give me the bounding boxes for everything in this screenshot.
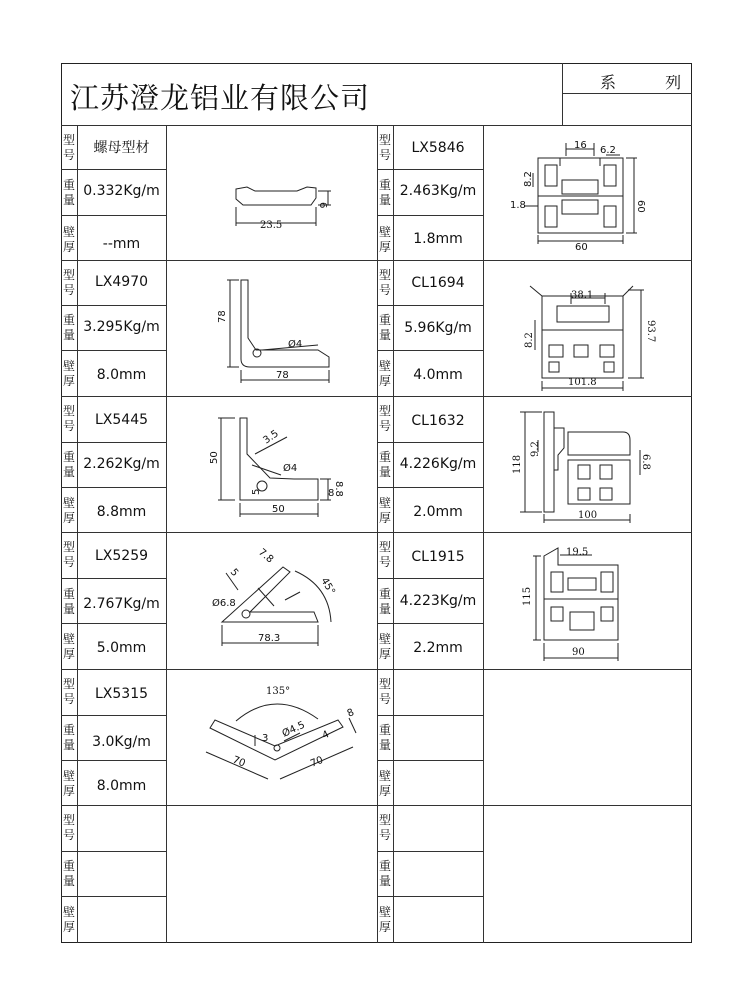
series-label: 系 列: [600, 73, 704, 92]
model-value: CL1632: [411, 413, 465, 429]
label-weight: 重量: [378, 313, 391, 342]
lx5315-lip-dim: 4: [320, 729, 332, 742]
thickness-value: 5.0mm: [96, 640, 147, 656]
lx5315-right-leg-dim: 70: [309, 754, 325, 770]
label-thickness: 壁厚: [378, 496, 391, 525]
label-model: 型号: [378, 540, 391, 569]
thickness-value: 8.8mm: [96, 504, 147, 520]
weight-value: 3.0Kg/m: [92, 734, 151, 750]
cl1694-height-dim: 93.7: [645, 320, 656, 343]
nut-width-dim: 23.5: [260, 220, 283, 231]
label-model: 型号: [62, 677, 75, 706]
thickness-value: 1.8mm: [413, 231, 463, 247]
label-weight: 重量: [62, 450, 75, 479]
model-value: CL1694: [411, 275, 465, 291]
label-weight: 重量: [62, 178, 75, 207]
lx5846-height-dim: 60: [635, 200, 646, 213]
lx5445-thick-dim: 8.8: [333, 481, 344, 497]
cl1694-top-dim: 38.1: [571, 290, 594, 301]
cl1632-side-dim: 9.2: [530, 441, 541, 457]
weight-value: 2.767Kg/m: [83, 596, 160, 612]
lx5445-slot-dim: 5: [251, 488, 262, 495]
cl1915-profile-drawing: [533, 548, 618, 661]
label-model: 型号: [378, 133, 391, 162]
lx5259-hole-dim: Ø6.8: [212, 598, 236, 609]
label-thickness: 壁厚: [378, 769, 391, 798]
cl1915-width-dim: 90: [572, 647, 585, 658]
lx5315-left-leg-dim: 70: [230, 754, 247, 770]
nut-height-dim: 6: [317, 202, 328, 209]
lx4970-width-dim: 78: [276, 370, 289, 381]
cl1694-width-dim: 101.8: [568, 377, 597, 388]
label-weight: 重量: [62, 587, 75, 616]
label-thickness: 壁厚: [378, 905, 391, 934]
label-weight: 重量: [378, 587, 391, 616]
lx5315-hole-dim: Ø4.5: [280, 719, 307, 740]
lx5445-height-dim: 50: [209, 451, 220, 464]
label-model: 型号: [62, 268, 75, 297]
lx5445-hole-dim: Ø4: [283, 463, 298, 474]
weight-value: 3.295Kg/m: [83, 319, 160, 335]
label-thickness: 壁厚: [378, 632, 391, 661]
label-model: 型号: [62, 133, 75, 162]
label-model: 型号: [62, 540, 75, 569]
lx5259-angle-dim: 45°: [318, 576, 337, 597]
lx5315-thick-dim: 8: [345, 707, 357, 720]
label-thickness: 壁厚: [62, 225, 75, 254]
label-model: 型号: [62, 404, 75, 433]
lx5445-web-dim: 3.5: [261, 428, 281, 447]
weight-value: 2.463Kg/m: [399, 183, 477, 199]
label-model: 型号: [378, 677, 391, 706]
weight-value: 4.226Kg/m: [399, 456, 477, 472]
cl1915-top-dim: 19.5: [566, 547, 589, 558]
label-model: 型号: [378, 404, 391, 433]
cl1632-profile-drawing: [520, 412, 640, 523]
model-value: LX5315: [94, 686, 149, 702]
weight-value: 2.262Kg/m: [83, 456, 160, 472]
nut-profile-drawing: [236, 187, 331, 226]
thickness-value: 2.2mm: [413, 640, 463, 656]
lx5445-lip-dim: 8: [328, 488, 335, 499]
weight-value: 0.332Kg/m: [83, 183, 160, 199]
model-value: CL1915: [411, 549, 465, 565]
thickness-value: 2.0mm: [413, 504, 463, 520]
label-weight: 重量: [62, 313, 75, 342]
label-thickness: 壁厚: [62, 632, 75, 661]
thickness-value: 8.0mm: [96, 778, 147, 794]
thickness-value: 4.0mm: [413, 367, 463, 383]
cl1694-profile-drawing: [530, 286, 644, 391]
label-thickness: 壁厚: [378, 359, 391, 388]
label-model: 型号: [62, 813, 75, 842]
label-thickness: 壁厚: [62, 905, 75, 934]
lx4970-hole-dim: Ø4: [288, 339, 303, 350]
cl1632-height-dim: 118: [512, 454, 523, 474]
cl1632-slot-dim: 6.8: [640, 454, 651, 470]
lx5259-web-dim: 5: [227, 566, 241, 579]
lx5315-profile-drawing: [206, 704, 356, 779]
cl1694-side-dim: 8.2: [524, 332, 535, 348]
company-title: 江苏澄龙铝业有限公司: [70, 81, 371, 115]
model-value: LX5846: [411, 140, 465, 156]
label-thickness: 壁厚: [378, 225, 391, 254]
lx5315-slot-dim: 3: [262, 733, 269, 744]
cl1915-height-dim: 115: [522, 586, 533, 606]
thickness-value: 8.0mm: [96, 367, 147, 383]
thickness-value: --mm: [102, 236, 141, 252]
lx4970-height-dim: 78: [217, 310, 228, 323]
label-weight: 重量: [62, 723, 75, 752]
label-weight: 重量: [378, 859, 391, 888]
lx4970-profile-drawing: [227, 280, 329, 383]
lx5259-top-dim: 7.8: [256, 546, 276, 566]
lx5259-width-dim: 78.3: [258, 633, 281, 644]
lx5846-slot-dim: 16: [574, 140, 587, 151]
label-weight: 重量: [378, 723, 391, 752]
label-thickness: 壁厚: [62, 496, 75, 525]
label-weight: 重量: [378, 178, 391, 207]
label-thickness: 壁厚: [62, 769, 75, 798]
model-value: 螺母型材: [93, 140, 150, 156]
lx5846-width-dim: 60: [575, 242, 588, 253]
lx5846-wall-dim: 1.8: [510, 200, 526, 211]
model-value: LX5259: [94, 548, 149, 564]
lx5846-lip-dim: 6.2: [600, 145, 616, 156]
weight-value: 5.96Kg/m: [404, 320, 472, 336]
lx5846-profile-drawing: [524, 143, 637, 244]
label-model: 型号: [378, 813, 391, 842]
label-weight: 重量: [62, 859, 75, 888]
model-value: LX5445: [94, 412, 149, 428]
label-thickness: 壁厚: [62, 359, 75, 388]
cl1632-width-dim: 100: [578, 510, 598, 521]
lx5445-width-dim: 50: [272, 504, 285, 515]
weight-value: 4.223Kg/m: [399, 593, 477, 609]
lx5846-side-dim: 8.2: [523, 171, 534, 187]
lx5315-angle-dim: 135°: [266, 686, 291, 697]
model-value: LX4970: [94, 274, 149, 290]
label-weight: 重量: [378, 450, 391, 479]
label-model: 型号: [378, 268, 391, 297]
